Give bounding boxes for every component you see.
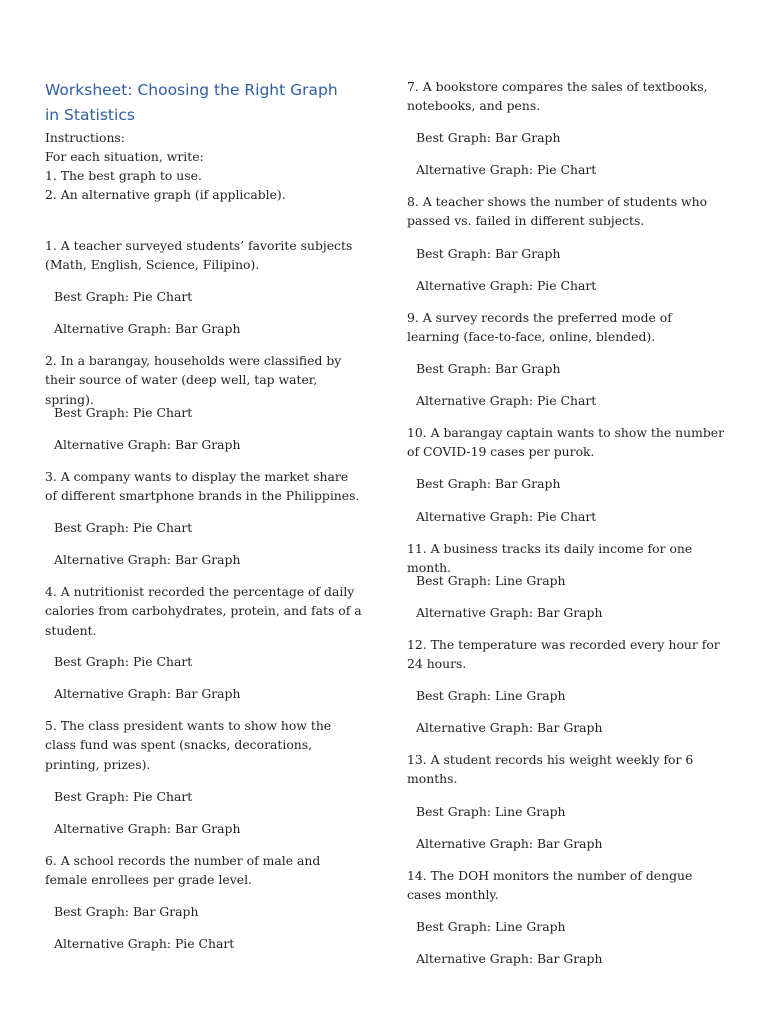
alternative-graph-6: Alternative Graph: Pie Chart bbox=[54, 936, 235, 951]
best-graph-14: Best Graph: Line Graph bbox=[416, 919, 566, 934]
question-1: 1. A teacher surveyed students’ favorite subjects (Math, English, Science, Filipino). bbox=[45, 238, 353, 273]
question-9: 9. A survey records the preferred mode of learning (face-to-face, online, blended). bbox=[407, 310, 672, 345]
best-graph-11: Best Graph: Line Graph bbox=[416, 573, 566, 588]
best-graph-6: Best Graph: Bar Graph bbox=[54, 904, 199, 919]
best-graph-9: Best Graph: Bar Graph bbox=[416, 361, 561, 376]
instructions-step: 1. The best graph to use. bbox=[45, 168, 202, 183]
alternative-graph-11: Alternative Graph: Bar Graph bbox=[416, 605, 603, 620]
alternative-graph-10: Alternative Graph: Pie Chart bbox=[416, 509, 597, 524]
instructions-line: For each situation, write: bbox=[45, 149, 204, 164]
alternative-graph-2: Alternative Graph: Bar Graph bbox=[54, 437, 241, 452]
question-11: 11. A business tracks its daily income for one month. bbox=[407, 541, 693, 576]
alternative-graph-13: Alternative Graph: Bar Graph bbox=[416, 836, 603, 851]
question-7: 7. A bookstore compares the sales of textbooks, notebooks, and pens. bbox=[407, 79, 708, 114]
alternative-graph-9: Alternative Graph: Pie Chart bbox=[416, 393, 597, 408]
question-14: 14. The DOH monitors the number of dengue cases monthly. bbox=[407, 868, 693, 903]
alternative-graph-4: Alternative Graph: Bar Graph bbox=[54, 686, 241, 701]
question-3: 3. A company wants to display the market share of different smartphone brands in the Philippines. bbox=[45, 469, 360, 504]
best-graph-5: Best Graph: Pie Chart bbox=[54, 789, 193, 804]
best-graph-7: Best Graph: Bar Graph bbox=[416, 130, 561, 145]
question-10: 10. A barangay captain wants to show the number of COVID-19 cases per purok. bbox=[407, 425, 725, 460]
best-graph-3: Best Graph: Pie Chart bbox=[54, 520, 193, 535]
best-graph-12: Best Graph: Line Graph bbox=[416, 688, 566, 703]
instructions-heading: Instructions: bbox=[45, 130, 125, 145]
question-4: 4. A nutritionist recorded the percentage of daily calories from carbohydrates, protein, and fats of a student. bbox=[45, 584, 362, 638]
instructions-step: 2. An alternative graph (if applicable). bbox=[45, 187, 286, 202]
question-8: 8. A teacher shows the number of students who passed vs. failed in different subjects. bbox=[407, 194, 708, 229]
alternative-graph-3: Alternative Graph: Bar Graph bbox=[54, 552, 241, 567]
best-graph-4: Best Graph: Pie Chart bbox=[54, 654, 193, 669]
alternative-graph-1: Alternative Graph: Bar Graph bbox=[54, 321, 241, 336]
best-graph-1: Best Graph: Pie Chart bbox=[54, 289, 193, 304]
best-graph-10: Best Graph: Bar Graph bbox=[416, 476, 561, 491]
alternative-graph-7: Alternative Graph: Pie Chart bbox=[416, 162, 597, 177]
best-graph-13: Best Graph: Line Graph bbox=[416, 804, 566, 819]
alternative-graph-8: Alternative Graph: Pie Chart bbox=[416, 278, 597, 293]
instructions bbox=[45, 128, 286, 204]
question-2: 2. In a barangay, households were classified by their source of water (deep well, tap water, spring). bbox=[45, 353, 342, 407]
question-5: 5. The class president wants to show how the class fund was spent (snacks, decorations, printing, prizes). bbox=[45, 718, 332, 772]
best-graph-2: Best Graph: Pie Chart bbox=[54, 405, 193, 420]
best-graph-8: Best Graph: Bar Graph bbox=[416, 246, 561, 261]
question-13: 13. A student records his weight weekly for 6 months. bbox=[407, 752, 694, 787]
alternative-graph-12: Alternative Graph: Bar Graph bbox=[416, 720, 603, 735]
alternative-graph-5: Alternative Graph: Bar Graph bbox=[54, 821, 241, 836]
worksheet-title: Worksheet: Choosing the Right Graph in Statistics bbox=[45, 81, 338, 124]
alternative-graph-14: Alternative Graph: Bar Graph bbox=[416, 951, 603, 966]
question-12: 12. The temperature was recorded every hour for 24 hours. bbox=[407, 637, 720, 672]
question-6: 6. A school records the number of male and female enrollees per grade level. bbox=[45, 853, 321, 888]
